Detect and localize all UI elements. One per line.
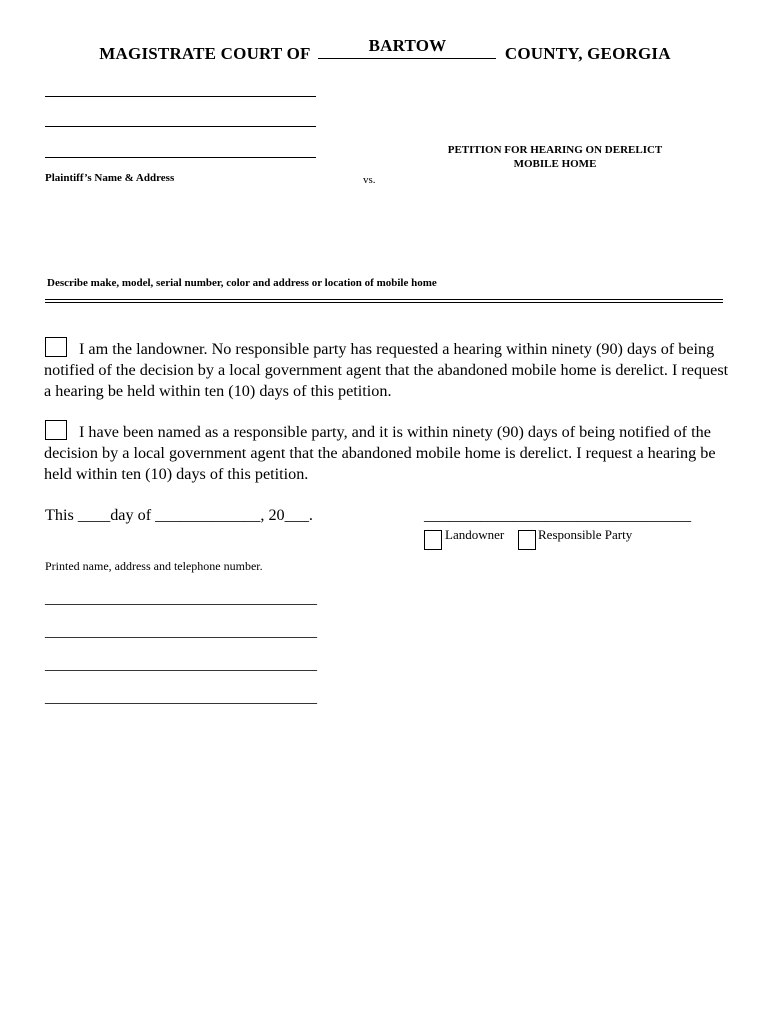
printed-label: Printed name, address and telephone number. (45, 559, 263, 573)
option-responsible-text: I have been named as a responsible party, and it is within ninety (90) days of being notified of the decision by a local government agent that the abandoned mobile home is derelict. I request a hearing be held within ten (10) days of this petition. (44, 423, 716, 483)
printed-line-4[interactable]: __________________________________ (45, 689, 317, 706)
plaintiff-line-3[interactable] (45, 157, 316, 158)
printed-line-3[interactable]: __________________________________ (45, 656, 317, 673)
printed-line-2[interactable]: __________________________________ (45, 623, 317, 640)
describe-label: Describe make, model, serial number, color and address or location of mobile home (47, 277, 437, 289)
option-landowner (44, 339, 730, 402)
option-responsible (44, 422, 730, 485)
landowner-checkbox[interactable] (45, 337, 67, 357)
vs-label: vs. (363, 174, 376, 186)
signer-responsible-checkbox[interactable] (518, 530, 536, 550)
court-header (0, 36, 770, 64)
signer-landowner-checkbox[interactable] (424, 530, 442, 550)
plaintiff-line-2[interactable] (45, 126, 316, 127)
plaintiff-line-1[interactable] (45, 96, 316, 97)
county-name-field[interactable] (318, 36, 496, 59)
header-prefix: MAGISTRATE COURT OF (99, 44, 310, 63)
printed-line-1[interactable]: __________________________________ (45, 590, 317, 607)
petition-title-line-1: PETITION FOR HEARING ON DERELICT (447, 144, 663, 156)
option-landowner-text: I am the landowner. No responsible party has requested a hearing within ninety (90) days of being notified of the decision by a local government agent that the abandoned mobile home is derelict. I request a hearing be held within ten (10) days of this petition. (44, 340, 729, 400)
date-line[interactable]: This ____day of _____________, 20___. (45, 506, 313, 524)
responsible-checkbox[interactable] (45, 420, 67, 440)
signature-line[interactable]: _________________________________ (424, 506, 692, 524)
signer-responsible-label: Responsible Party (538, 527, 633, 542)
plaintiff-label: Plaintiff’s Name & Address (45, 172, 175, 184)
petition-title (390, 143, 720, 171)
petition-title-line-2: MOBILE HOME (513, 158, 597, 170)
county-name: BARTOW (368, 36, 447, 55)
describe-divider (45, 299, 723, 303)
header-suffix: COUNTY, GEORGIA (504, 44, 671, 63)
signer-landowner-label: Landowner (445, 527, 505, 542)
